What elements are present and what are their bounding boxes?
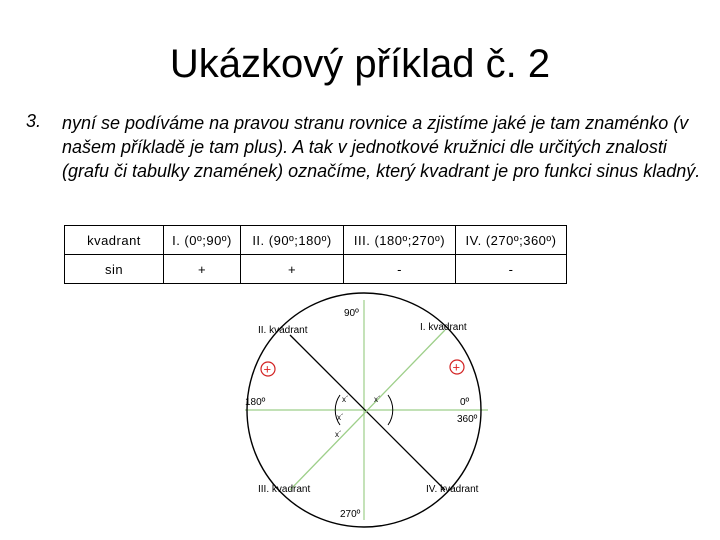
label-90: 90º [344,308,359,319]
header-cell-kvadrant: kvadrant [65,226,164,255]
header-cell-q3: III. (180º;270º) [344,226,456,255]
plus-marker-left: + [263,361,272,377]
label-q1: I. kvadrant [420,322,467,333]
angle-label-ul: x´ [342,395,349,404]
header-cell-q4: IV. (270º;360º) [456,226,567,255]
label-q2: II. kvadrant [258,325,308,336]
angle-label-lr: x´ [335,430,342,439]
label-q4: IV. kvadrant [426,484,479,495]
header-cell-q2: II. (90º;180º) [241,226,344,255]
angle-label-ur: x´ [374,395,381,404]
label-270: 270º [340,509,361,520]
label-360: 360º [457,414,478,425]
row-label-sin: sin [65,255,164,284]
angle-label-ll: x´ [337,413,344,422]
step-text: nyní se podíváme na pravou stranu rovnice a zjistíme jaké je tam znaménko (v našem příkladě je tam plus). A tak v jednotkové kružnici dle určitých znalosti (grafu či tabulky znamének) označíme, který kvadrant je pro funkci sinus kladný. [62,113,701,181]
sign-cell-q3: - [344,255,456,284]
plus-marker-right: + [452,359,461,375]
header-cell-q1: I. (0º;90º) [164,226,241,255]
step-number: 3. [26,111,42,131]
label-180: 180º [245,397,266,408]
sign-cell-q2: + [241,255,344,284]
label-q3: III. kvadrant [258,484,311,495]
label-0: 0º [460,397,470,408]
sign-cell-q4: - [456,255,567,284]
page-title: Ukázkový příklad č. 2 [169,42,551,86]
sign-cell-q1: + [164,255,241,284]
